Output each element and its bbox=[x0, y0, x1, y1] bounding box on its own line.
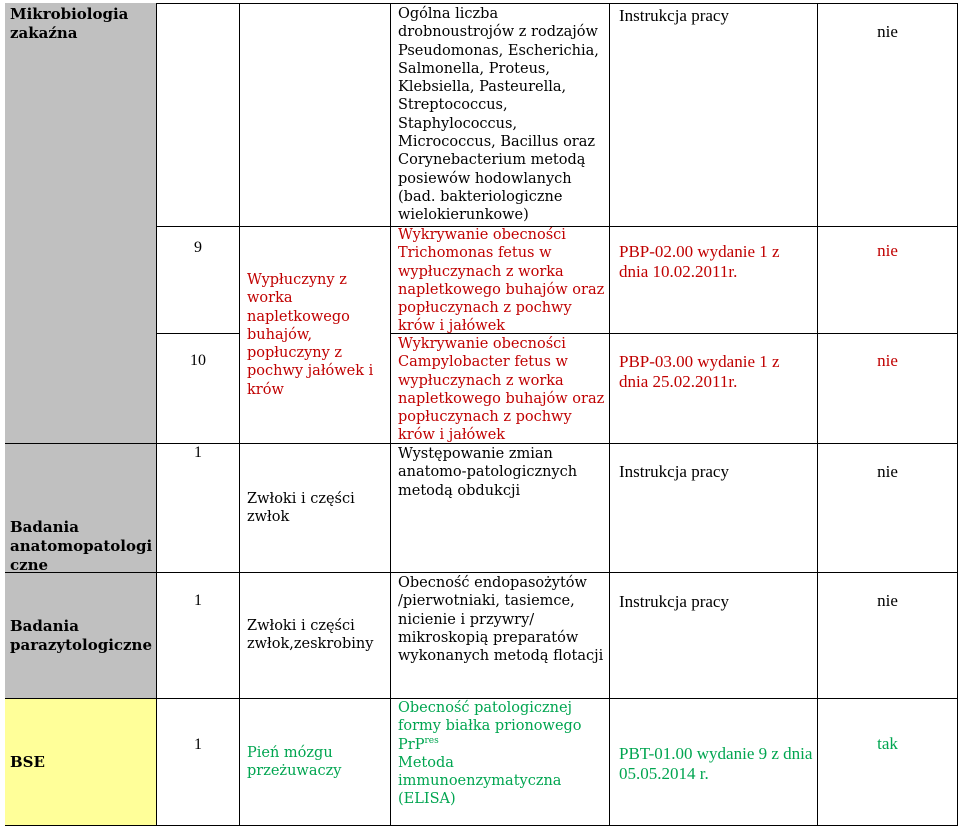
flag-cell bbox=[818, 334, 958, 444]
procedure-cell bbox=[610, 573, 818, 699]
section-cell-bse bbox=[5, 699, 157, 826]
row-number: 1 bbox=[194, 592, 202, 609]
flag-text: nie bbox=[877, 241, 898, 260]
material-cell bbox=[240, 573, 391, 699]
procedure-text: Instrukcja pracy bbox=[619, 6, 729, 25]
test-cell bbox=[391, 699, 610, 826]
test-cell bbox=[391, 3, 610, 227]
material-text: Wypłuczyny z worka napletkowego buhajów, popłuczyny z pochwy jałówek i krów bbox=[247, 272, 374, 398]
superscript: res bbox=[424, 735, 439, 746]
procedure-cell bbox=[610, 3, 818, 227]
row-number: 1 bbox=[194, 444, 202, 461]
row-number: 1 bbox=[194, 736, 202, 753]
test-text-bse bbox=[398, 699, 605, 809]
row-number: 9 bbox=[194, 239, 202, 256]
test-text: Wykrywanie obecności Trichomonas fetus w wypłuczynach z worka napletkowego buhajów oraz popłuczynach z pochwy krów i jałówek bbox=[398, 227, 605, 334]
procedure-cell bbox=[610, 227, 818, 334]
material-cell bbox=[240, 3, 391, 227]
material-text: Zwłoki i części zwłok bbox=[247, 491, 355, 526]
material-cell bbox=[240, 699, 391, 826]
procedure-cell bbox=[610, 334, 818, 444]
procedure-cell bbox=[610, 444, 818, 573]
test-text-part: P bbox=[414, 736, 425, 753]
number-cell bbox=[157, 699, 240, 826]
flag-text: nie bbox=[877, 462, 898, 481]
procedure-text: PBP-02.00 wydanie 1 z dnia 10.02.2011r. bbox=[619, 242, 780, 281]
test-cell bbox=[391, 573, 610, 699]
row-number: 10 bbox=[190, 352, 206, 369]
procedure-text: Instrukcja pracy bbox=[619, 462, 729, 481]
flag-cell bbox=[818, 573, 958, 699]
material-cell bbox=[240, 227, 391, 444]
number-cell bbox=[157, 444, 240, 573]
number-cell bbox=[157, 334, 240, 444]
flag-cell bbox=[818, 699, 958, 826]
flag-cell bbox=[818, 444, 958, 573]
section-label: Badania anatomopatologi czne bbox=[10, 518, 153, 573]
section-label: BSE bbox=[10, 753, 45, 771]
test-text-part: Metoda immunoenzymatyczna (ELISA) bbox=[398, 754, 562, 808]
test-text: Wykrywanie obecności Campylobacter fetus w wypłuczynach z worka napletkowego buhajów oraz popłuczynach z pochwy krów i jałówek bbox=[398, 336, 605, 444]
procedure-cell bbox=[610, 699, 818, 826]
test-cell bbox=[391, 334, 610, 444]
test-text-part: Obecność patologicznej formy białka prionowego Pr bbox=[398, 700, 582, 753]
material-text: Zwłoki i części zwłok,zeskrobiny bbox=[247, 618, 374, 653]
test-cell bbox=[391, 227, 610, 334]
material-cell bbox=[240, 444, 391, 573]
flag-text: tak bbox=[877, 734, 898, 753]
section-label: Mikrobiologia zakaźna bbox=[10, 5, 129, 42]
test-text: Obecność endopasożytów /pierwotniaki, tasiemce, nicienie i przywry/ mikroskopią preparatów wykonanych metodą flotacji bbox=[398, 575, 604, 665]
section-cell-anatomopatologia bbox=[5, 444, 157, 573]
flag-text: nie bbox=[877, 22, 898, 41]
section-cell-parazytologia bbox=[5, 573, 157, 699]
section-label: Badania parazytologiczne bbox=[10, 617, 152, 654]
section-cell-mikrobiologia bbox=[5, 3, 157, 444]
number-cell bbox=[157, 573, 240, 699]
flag-text: nie bbox=[877, 591, 898, 610]
number-cell bbox=[157, 227, 240, 334]
test-cell bbox=[391, 444, 610, 573]
flag-text: nie bbox=[877, 351, 898, 370]
flag-cell bbox=[818, 3, 958, 227]
number-cell bbox=[157, 3, 240, 227]
procedure-text: Instrukcja pracy bbox=[619, 592, 729, 611]
procedure-text: PBP-03.00 wydanie 1 z dnia 25.02.2011r. bbox=[619, 352, 780, 391]
flag-cell bbox=[818, 227, 958, 334]
material-text: Pień mózgu przeżuwaczy bbox=[247, 745, 342, 780]
test-text: Występowanie zmian anatomo-patologicznych metodą obdukcji bbox=[398, 446, 578, 499]
test-text: Ogólna liczba drobnoustrojów z rodzajów Pseudomonas, Escherichia, Salmonella, Proteus, Klebsiella, Pasteurella, Streptococcus, Staphylococcus, Micrococcus, Bacillus oraz Corynebacterium metodą posiewów hodowlanych (bad. bakteriologiczne wielokierunkowe) bbox=[398, 6, 599, 224]
procedure-text: PBT-01.00 wydanie 9 z dnia 05.05.2014 r. bbox=[619, 744, 813, 783]
